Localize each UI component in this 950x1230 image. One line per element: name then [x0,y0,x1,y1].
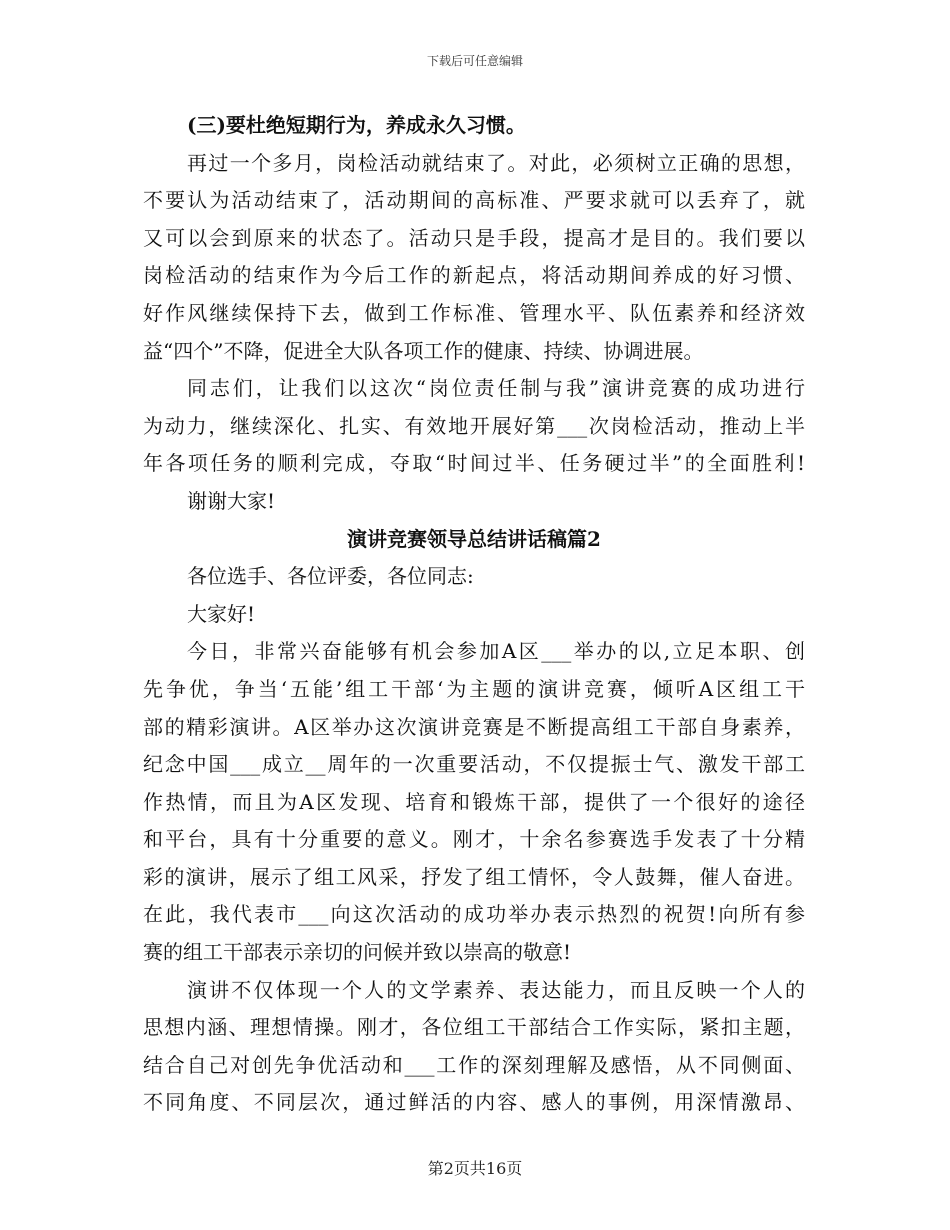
text-line: 不要认为活动结束了，活动期间的高标准、严要求就可以丢弃了，就 [143,188,805,213]
text-line: 赛的组工干部表示亲切的问候并致以崇高的敬意! [143,940,572,965]
text-line: 彩的演讲，展示了组工风采，抒发了组工情怀，令人鼓舞，催人奋进。 [143,864,805,889]
page-footer: 第2页共16页 [427,1159,523,1178]
text-line: 作热情，而且为A区发现、培育和锻炼干部，提供了一个很好的途径 [143,789,805,814]
text-line: 纪念中国___成立__周年的一次重要活动，不仅提振士气、激发干部工 [143,752,805,777]
text-line: 和平台，具有十分重要的意义。刚才，十余名参赛选手发表了十分精 [143,827,805,852]
text-line: 不同角度、不同层次，通过鲜活的内容、感人的事例，用深情激昂、 [143,1090,805,1115]
text-line: 今日，非常兴奋能够有机会参加A区___举办的以,立足本职、创 [187,639,805,664]
text-line: (三)要杜绝短期行为，养成永久习惯。 [187,113,526,137]
page-header: 下载后可任意编辑 [426,54,523,68]
text-line: 部的精彩演讲。A区举办这次演讲竞赛是不断提高组工干部自身素养， [143,714,805,739]
text-line: 再过一个多月，岗检活动就结束了。对此，必须树立正确的思想， [187,150,805,175]
text-line: 益“四个”不降，促进全大队各项工作的健康、持续、协调进展。 [143,338,704,363]
text-line: 结合自己对创先争优活动和___工作的深刻理解及感悟，从不同侧面、 [143,1052,805,1077]
text-line: 各位选手、各位评委，各位同志: [187,564,474,589]
text-line: 大家好! [187,601,256,626]
section-heading: 演讲竞赛领导总结讲话稿篇2 [347,526,601,551]
text-line: 岗检活动的结束作为今后工作的新起点，将活动期间养成的好习惯、 [143,263,805,288]
text-line: 同志们，让我们以这次“岗位责任制与我”演讲竞赛的成功进行 [187,376,805,401]
document-body [143,107,805,1122]
text-line: 演讲不仅体现一个人的文学素养、表达能力，而且反映一个人的 [187,977,805,1002]
text-line: 又可以会到原来的状态了。活动只是手段，提高才是目的。我们要以 [143,225,805,250]
text-line: 思想内涵、理想情操。刚才，各位组工干部结合工作实际，紧扣主题， [143,1015,805,1040]
text-line: 先争优，争当‘五能’组工干部‘为主题的演讲竞赛，倾听A区组工干 [143,676,805,701]
text-line: 好作风继续保持下去，做到工作标准、管理水平、队伍素养和经济效 [143,300,805,325]
text-line: 年各项任务的顺利完成，夺取“时间过半、任务硬过半”的全面胜利! [143,451,805,476]
text-line: 在此，我代表市___向这次活动的成功举办表示热烈的祝贺!向所有参 [143,902,805,927]
text-line: 谢谢大家! [187,488,276,513]
text-line: 为动力，继续深化、扎实、有效地开展好第___次岗检活动，推动上半 [143,413,805,438]
